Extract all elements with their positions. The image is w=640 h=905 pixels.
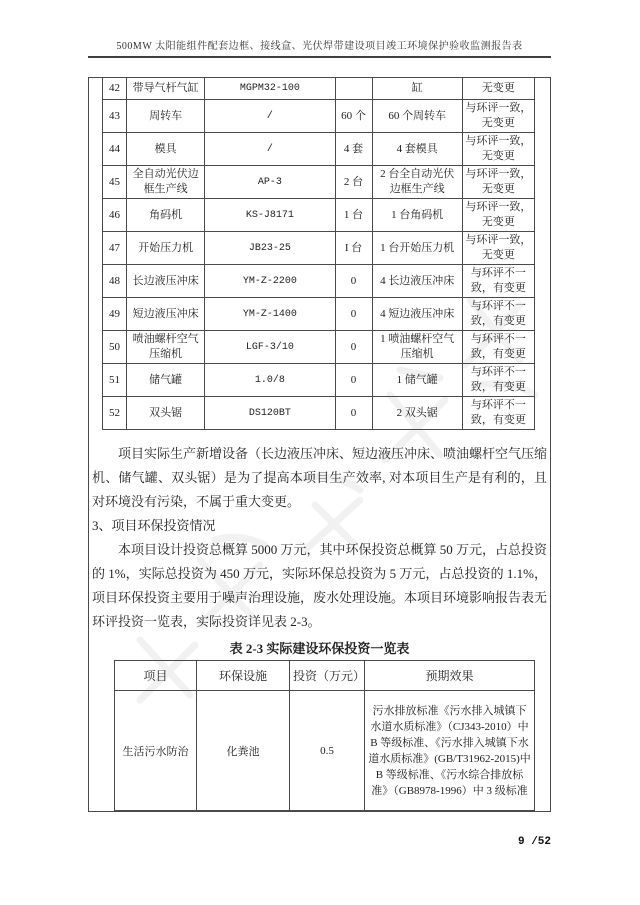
equipment-cell-qty: 0 (335, 298, 372, 331)
investment-cell-investment: 0.5 (290, 691, 365, 811)
equipment-cell-remark: 与环评不一致，有变更 (462, 331, 534, 364)
investment-cell-item: 生活污水防治 (115, 691, 197, 811)
equipment-cell-no: 51 (103, 364, 127, 397)
equipment-cell-name: 周转车 (127, 100, 205, 133)
equipment-cell-no: 44 (103, 133, 127, 166)
equipment-cell-model: MGPM32-100 (205, 78, 335, 100)
investment-header-facility: 环保设施 (197, 661, 290, 691)
equipment-row (103, 166, 535, 199)
investment-header-effect: 预期效果 (365, 661, 535, 691)
equipment-cell-remark: 与环评一致，无变更 (462, 100, 534, 133)
equipment-cell-actual: 缸 (372, 78, 462, 100)
equipment-cell-no: 49 (103, 298, 127, 331)
equipment-row (103, 100, 535, 133)
equipment-cell-qty: 0 (335, 331, 372, 364)
equipment-cell-no: 42 (103, 78, 127, 100)
equipment-cell-qty: 2 台 (335, 166, 372, 199)
section-heading-investment: 3、项目环保投资情况 (92, 518, 216, 533)
equipment-cell-no: 46 (103, 199, 127, 232)
investment-cell-facility: 化粪池 (197, 691, 290, 811)
investment-table-title: 表 2-3 实际建设环保投资一览表 (229, 641, 410, 656)
equipment-cell-remark: 与环评不一致，有变更 (462, 265, 534, 298)
body-text-block (92, 434, 547, 634)
equipment-cell-model: / (205, 133, 335, 166)
equipment-cell-model: YM-Z-2200 (205, 265, 335, 298)
equipment-cell-actual: 60 个周转车 (372, 100, 462, 133)
body-paragraph-equipment-change: 项目实际生产新增设备（长边液压冲床、短边液压冲床、喷油螺杆空气压缩机、储气罐、双头锯）是为了提高本项目生产效率, 对本项目生产是有利的，且对环境没有污染，不属于重大变更。 (92, 446, 548, 509)
equipment-cell-actual: 4 短边液压冲床 (372, 298, 462, 331)
equipment-row (103, 265, 535, 298)
equipment-row (103, 331, 535, 364)
equipment-cell-model: LGF-3/10 (205, 331, 335, 364)
equipment-cell-model: KS-J8171 (205, 199, 335, 232)
equipment-cell-name: 开始压力机 (127, 232, 205, 265)
equipment-cell-name: 角码机 (127, 199, 205, 232)
equipment-cell-no: 52 (103, 397, 127, 430)
equipment-cell-no: 43 (103, 100, 127, 133)
report-header-title: 500MW 太阳能组件配套边框、接线盒、光伏焊带建设项目竣工环境保护验收监测报告表 (116, 41, 523, 52)
equipment-cell-qty (335, 78, 372, 100)
equipment-cell-remark: 与环评一致，无变更 (462, 166, 534, 199)
equipment-cell-name: 喷油螺杆空气压缩机 (127, 331, 205, 364)
equipment-cell-name: 双头锯 (127, 397, 205, 430)
equipment-cell-actual: 2 台全自动光伏边框生产线 (372, 166, 462, 199)
equipment-cell-remark: 与环评不一致，有变更 (462, 298, 534, 331)
equipment-cell-qty: 60 个 (335, 100, 372, 133)
equipment-cell-qty: 1 台 (335, 199, 372, 232)
equipment-cell-model: 1.0/8 (205, 364, 335, 397)
equipment-cell-name: 储气罐 (127, 364, 205, 397)
equipment-cell-actual: 1 储气罐 (372, 364, 462, 397)
equipment-row (103, 298, 535, 331)
equipment-cell-no: 47 (103, 232, 127, 265)
investment-header-investment: 投资（万元） (290, 661, 365, 691)
equipment-cell-name: 长边液压冲床 (127, 265, 205, 298)
equipment-row (103, 133, 535, 166)
equipment-cell-name: 带导气杆气缸 (127, 78, 205, 100)
equipment-cell-actual: 2 双头锯 (372, 397, 462, 430)
equipment-row (103, 78, 535, 100)
equipment-row (103, 199, 535, 232)
equipment-cell-remark: 与环评一致，无变更 (462, 232, 534, 265)
equipment-cell-model: YM-Z-1400 (205, 298, 335, 331)
equipment-cell-actual: 1 喷油螺杆空气压缩机 (372, 331, 462, 364)
investment-table (114, 660, 535, 811)
equipment-cell-remark: 与环评不一致，有变更 (462, 364, 534, 397)
equipment-cell-model: DS120BT (205, 397, 335, 430)
equipment-cell-qty: 0 (335, 265, 372, 298)
equipment-cell-name: 模具 (127, 133, 205, 166)
equipment-row (103, 232, 535, 265)
equipment-cell-remark: 无变更 (462, 78, 534, 100)
equipment-row (103, 397, 535, 430)
equipment-cell-remark: 与环评一致，无变更 (462, 133, 534, 166)
equipment-cell-qty: I 台 (335, 232, 372, 265)
equipment-table (102, 77, 535, 430)
equipment-cell-model: JB23-25 (205, 232, 335, 265)
equipment-cell-no: 50 (103, 331, 127, 364)
equipment-cell-actual: 4 套模具 (372, 133, 462, 166)
equipment-cell-name: 全自动光伏边框生产线 (127, 166, 205, 199)
equipment-cell-remark: 与环评不一致，有变更 (462, 397, 534, 430)
content-frame (88, 77, 551, 812)
equipment-cell-name: 短边液压冲床 (127, 298, 205, 331)
header-rule (88, 56, 551, 58)
equipment-cell-actual: 1 台开始压力机 (372, 232, 462, 265)
investment-header-item: 项目 (115, 661, 197, 691)
equipment-cell-actual: 4 长边液压冲床 (372, 265, 462, 298)
equipment-cell-model: / (205, 100, 335, 133)
page-number: 9 /52 (518, 836, 552, 848)
equipment-cell-remark: 与环评一致，无变更 (462, 199, 534, 232)
equipment-cell-no: 45 (103, 166, 127, 199)
equipment-row (103, 364, 535, 397)
body-paragraph-investment: 本项目设计投资总概算 5000 万元，其中环保投资总概算 50 万元，占总投资的 1%，实际总投资为 450 万元，实际环保总投资为 5 万元，占总投资的 1.1%，项目环保投资主要用于噪声治理设施，废水处理设施。本项目环境影响报告表无环评投资一览表，实际投资详见表 2-3。 (92, 542, 548, 629)
equipment-cell-actual: 1 台角码机 (372, 199, 462, 232)
equipment-cell-no: 48 (103, 265, 127, 298)
equipment-cell-model: AP-3 (205, 166, 335, 199)
equipment-cell-qty: 0 (335, 364, 372, 397)
equipment-cell-qty: 0 (335, 397, 372, 430)
investment-header-row (115, 661, 535, 691)
equipment-cell-qty: 4 套 (335, 133, 372, 166)
investment-row (115, 691, 535, 811)
investment-cell-effect: 污水排放标准《污水排入城镇下水道水质标准》（CJ343-2010）中 B 等级标准、《污水排入城镇下水道水质标准》(GB/T31962-2015)中 B 等级标准、《污水综合排放标准》（GB8978-1996）中 3 级标准 (365, 691, 535, 811)
